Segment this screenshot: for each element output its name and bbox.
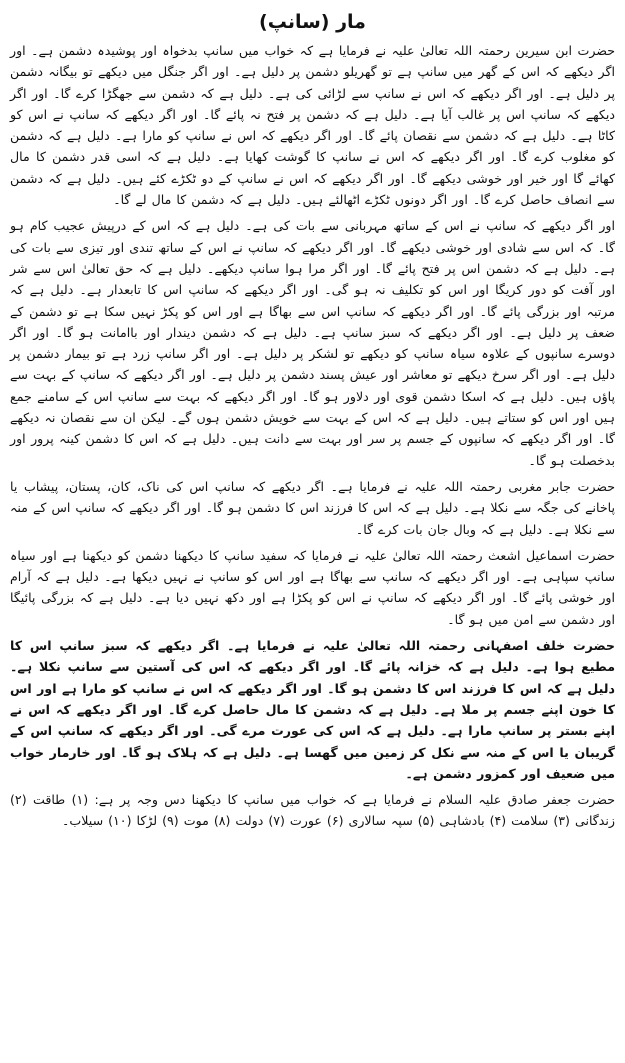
- paragraph-khalaf-isfahani: حضرت خلف اصفہانی رحمتہ اللہ تعالیٰ علیہ نے فرمایا ہے۔ اگر دیکھے کہ سبز سانپ اس کا مطیع ہوا ہے۔ دلیل ہے کہ خزانہ پائے گا۔ اور اگر دیکھے کہ اس کی آستین سے سانپ نکلا ہے۔ دلیل ہے کہ اس کا فرزند اس کا دشمن ہو گا۔ اور اگر دیکھے کہ اس نے سانپ کو مارا ہے اور اس کا خون اپنے جسم پر ملا ہے۔ دلیل ہے کہ دشمن کا مال حاصل کرے گا۔ اور اگر دیکھے کہ اس نے اپنے بستر پر سانپ مارا ہے۔ دلیل ہے کہ اس کی عورت مرے گی۔ اور اگر دیکھے کہ سانپ اس کے گریبان یا اس کے منہ سے نکل کر زمین میں گھسا ہے۔ دلیل ہے کہ ہلاک ہو گا۔ اور خارمار خواب میں ضعیف اور کمزور دشمن ہے۔: [10, 638, 615, 781]
- paragraph-jafar-sadiq: حضرت جعفر صادق علیہ السلام نے فرمایا ہے کہ خواب میں سانپ کا دیکھنا دس وجہ پر ہے: (۱) طاقت (۲) زندگانی (۳) سلامت (۴) بادشاہی (۵) سپہ سالاری (۶) عورت (۷) دولت (۸) موت (۹) لڑکا (۱۰) سیلاب۔: [10, 792, 615, 829]
- paragraph-ismail-ashath: حضرت اسماعیل اشعث رحمتہ اللہ تعالیٰ علیہ نے فرمایا کہ سفید سانپ کا دیکھنا دشمن کو دیکھنا ہے اور سیاہ سانپ سپاہی ہے۔ اور اگر دیکھے کہ سانپ سے بھاگا ہے اور اس کو سانپ نے نہیں دیکھا ہے۔ دلیل ہے کہ آرام اور خوشی پائے گا۔ اور اگر دیکھے کہ سانپ نے اس کو پکڑا ہے اور دکھ نہیں دیا ہے۔ دلیل ہے کہ بزرگی پائیگا اور دشمن سے امن میں ہو گا۔: [10, 547, 615, 627]
- paragraph-snake-kinds: اور اگر دیکھے کہ سانپ نے اس کے ساتھ مہربانی سے بات کی ہے۔ دلیل ہے کہ اس کے درپیش عجیب کام ہو گا۔ کہ اس سے شادی اور خوشی دیکھے گا۔ اور اگر دیکھے کہ سانپ نے اس کے ساتھ تندی اور تیزی سے بات کی ہے۔ دلیل ہے کہ دشمن اس پر فتح پائے گا۔ اور اگر مرا ہوا سانپ دیکھے۔ دلیل ہے کہ حق تعالیٰ اس سے شر اور آفت کو دور کریگا اور اس کو تکلیف نہ ہو گی۔ اور اگر دیکھے کہ سانپ اس کا تابعدار ہے۔ دلیل ہے کہ مرتبہ اور بزرگی پائے گا۔ اور اگر دیکھے کہ سانپ اس سے بھاگا ہے اور اس کو پکڑ نہیں سکا ہے تو دشمن کے ضعف پر دلیل ہے۔ اور اگر دیکھے کہ سبز سانپ ہے۔ دلیل ہے کہ دشمن دیندار اور باامانت ہو گا۔ اور اگر دوسرے سانپوں کے علاوہ سیاہ سانپ کو دیکھے تو لشکر پر دلیل ہے۔ اور اگر سانپ زرد ہے تو بیمار دشمن پر دلیل ہے۔ اور اگر سرخ دیکھے تو معاشر اور عیش پسند دشمن پر دلیل ہے۔ اور اگر دیکھے کہ سانپ کے بہت سے پاؤں ہیں۔ دلیل ہے کہ اسکا دشمن قوی اور دلاور ہو گا۔ اور اگر دیکھے کہ بہت سے سانپ اس کے سامنے جمع ہیں اور اس کو ستاتے ہیں۔ دلیل ہے کہ اس کے بہت سے خویش دشمن ہوں گے۔ لیکن ان سے نقصان نہ دیکھے گا۔ اور اگر دیکھے کہ سانپوں کے جسم پر سر اور بہت سے دانت ہیں۔ دلیل ہے کہ اس کا دشمن کینہ پرور اور بدخصلت ہو گا۔: [10, 218, 615, 468]
- page-title: مار (سانپ): [259, 11, 366, 33]
- paragraph-jabir-maghribi: حضرت جابر مغربی رحمتہ اللہ علیہ نے فرمایا ہے۔ اگر دیکھے کہ سانپ اس کی ناک، کان، پستان، پیشاب یا پاخانے کی جگہ سے نکلا ہے۔ دلیل ہے کہ اس کا فرزند اس کا دشمن ہو گا۔ اور اگر دیکھے کہ سانپ اس کے منہ سے نکلا ہے۔ دلیل ہے کہ وبال جان بات کرے گا۔: [10, 478, 615, 537]
- paragraph-ibn-sirin: حضرت ابن سیرین رحمتہ اللہ تعالیٰ علیہ نے فرمایا ہے کہ خواب میں سانپ بدخواہ اور پوشیدہ دشمن ہے۔ اور اگر دیکھے کہ اس کے گھر میں سانپ ہے تو گھریلو دشمن پر دلیل ہے۔ اور اگر جنگل میں دیکھے تو بیگانہ دشمن پر دلیل ہے۔ اور اگر دیکھے کہ اس نے سانپ سے لڑائی کی ہے۔ دلیل ہے کہ دشمن سے جھگڑا کرے گا۔ اور اگر دیکھے کہ سانپ اس پر غالب آیا ہے۔ دلیل ہے کہ دشمن پر فتح نہ پائے گا۔ اور اگر دیکھے کہ سانپ نے اس کو کاٹا ہے۔ دلیل ہے کہ دشمن سے نقصان پائے گا۔ اور اگر دیکھے کہ اس نے سانپ کو مارا ہے۔ دلیل ہے کہ دشمن کو مغلوب کرے گا۔ اور اگر دیکھے کہ اس نے سانپ کا گوشت کھایا ہے۔ دلیل ہے کہ اسی قدر دشمن کا مال کھائے گا اور خیر اور خوشی دیکھے گا۔ اور اگر دیکھے کہ اس نے سانپ کے دو ٹکڑے کئے ہیں۔ دلیل ہے کہ دشمن سے انصاف حاصل کرے گا۔ اور اگر دونوں ٹکڑے اٹھالئے ہیں۔ دلیل ہے کہ دشمن کا مال لے گا۔: [10, 43, 615, 208]
